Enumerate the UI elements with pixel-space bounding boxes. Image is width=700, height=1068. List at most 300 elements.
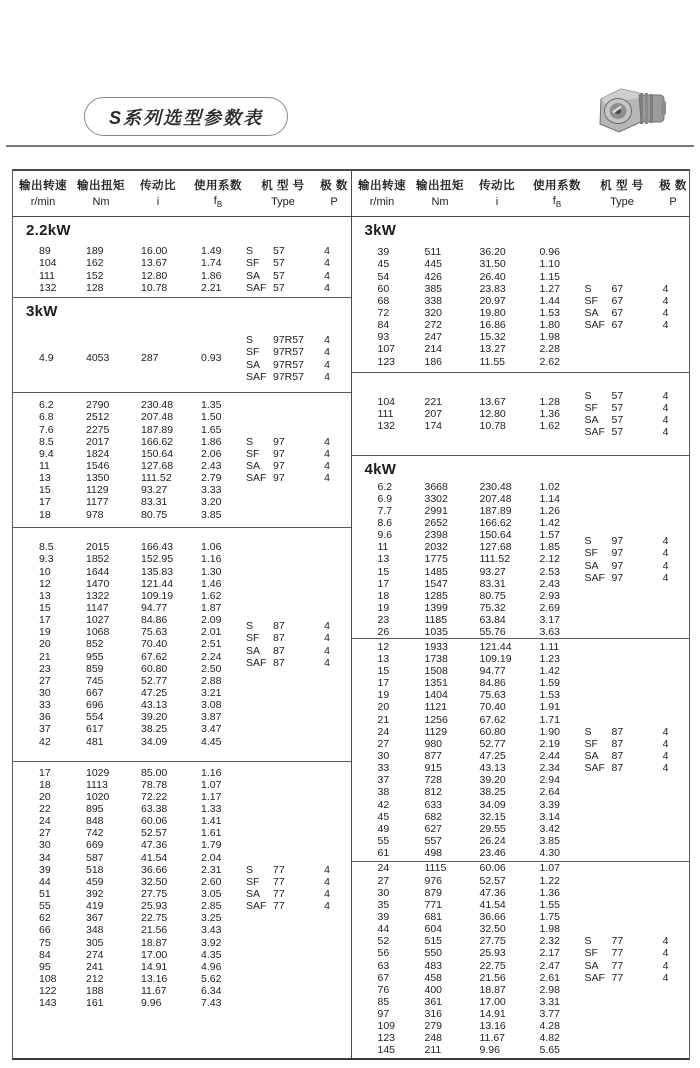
speed-cell: 54 <box>377 270 390 283</box>
torque-cell: 633 <box>424 798 443 811</box>
service-factor-cell: 3.87 <box>201 711 222 724</box>
service-factor-cell: 3.42 <box>539 822 560 835</box>
speed-cell: 30 <box>39 839 51 852</box>
speed-cell: 72 <box>377 307 390 319</box>
torque-cell: 978 <box>86 508 104 521</box>
selection-parameter-table <box>12 169 690 1060</box>
torque-cell: 445 <box>424 258 443 271</box>
table-row <box>13 985 246 997</box>
torque-cell: 742 <box>86 827 104 840</box>
ratio-cell: 75.63 <box>141 626 168 639</box>
header-cn-label: 使用系数 <box>533 179 581 192</box>
model-prefix-cell: SAF <box>584 319 605 332</box>
speed-cell: 45 <box>377 810 390 823</box>
table-row <box>13 961 246 973</box>
speed-cell: 8.5 <box>39 435 54 448</box>
table-row <box>352 566 585 578</box>
speed-cell: 145 <box>377 1044 396 1057</box>
table-row <box>352 972 585 984</box>
speed-cell: 6.8 <box>39 411 54 424</box>
ratio-cell: 12.80 <box>141 269 168 282</box>
ratio-cell: 230.48 <box>141 399 174 412</box>
service-factor-cell: 4.45 <box>201 735 222 748</box>
service-factor-cell: 0.93 <box>201 352 222 365</box>
model-prefix-cell: SAF <box>246 370 267 383</box>
service-factor-cell: 3.08 <box>201 699 222 712</box>
service-factor-cell: 2.98 <box>539 983 560 996</box>
table-row <box>352 887 585 899</box>
model-row <box>585 319 678 331</box>
speed-cell: 37 <box>39 723 51 736</box>
ratio-cell: 121.44 <box>141 577 174 590</box>
service-factor-cell: 1.14 <box>539 492 560 505</box>
speed-cell: 42 <box>39 735 51 748</box>
table-row <box>13 448 246 460</box>
torque-cell: 1322 <box>86 589 110 602</box>
speed-cell: 49 <box>377 822 390 835</box>
ratio-cell: 78.78 <box>141 778 168 791</box>
speed-cell: 13 <box>377 553 390 566</box>
title-divider <box>6 145 694 147</box>
model-row <box>585 426 678 438</box>
ratio-cell: 22.75 <box>479 959 506 972</box>
ratio-cell: 36.66 <box>479 910 506 923</box>
ratings-section <box>13 242 351 298</box>
torque-cell: 1933 <box>424 640 448 653</box>
torque-cell: 2275 <box>86 423 110 436</box>
table-row <box>352 960 585 972</box>
table-row <box>13 602 246 614</box>
torque-cell: 1129 <box>86 484 109 497</box>
power-rating-label: 3kW <box>26 303 58 320</box>
model-row <box>246 371 339 383</box>
table-row <box>352 481 585 493</box>
service-factor-cell: 2.61 <box>539 971 560 984</box>
torque-cell: 211 <box>424 1044 442 1057</box>
torque-cell: 617 <box>86 723 104 736</box>
service-factor-cell: 1.79 <box>201 839 222 852</box>
speed-cell: 55 <box>39 900 51 913</box>
model-prefix-cell: SAF <box>246 472 267 485</box>
header-col-ratio <box>468 178 526 211</box>
speed-cell: 24 <box>377 862 390 875</box>
service-factor-cell: 1.53 <box>539 307 560 319</box>
pole-cell: 4 <box>324 472 330 485</box>
service-factor-cell: 2.88 <box>201 674 222 687</box>
speed-cell: 10 <box>39 565 51 578</box>
table-row <box>352 505 585 517</box>
pole-cell: 4 <box>324 863 330 876</box>
table-row <box>13 541 246 553</box>
speed-cell: 56 <box>377 947 390 960</box>
service-factor-cell: 1.02 <box>539 480 560 493</box>
service-factor-cell: 1.53 <box>539 689 560 702</box>
model-prefix-cell: SA <box>584 959 599 972</box>
model-types <box>246 393 351 527</box>
model-prefix-cell: S <box>246 863 254 876</box>
model-types <box>585 639 690 861</box>
service-factor-cell: 1.07 <box>201 778 222 791</box>
model-size-cell: 67 <box>611 282 624 295</box>
torque-cell: 1824 <box>86 447 110 460</box>
header-unit-label: P <box>669 195 677 208</box>
model-prefix-cell: SF <box>246 875 260 888</box>
ratio-cell: 32.50 <box>141 875 168 888</box>
pole-cell: 4 <box>662 282 669 295</box>
torque-cell: 1035 <box>424 626 448 639</box>
speed-cell: 22 <box>39 803 51 816</box>
ratio-cell: 34.09 <box>479 798 506 811</box>
pole-cell: 4 <box>324 257 330 270</box>
pole-cell: 4 <box>324 656 330 669</box>
table-row <box>13 723 246 735</box>
header-unit-label: i <box>495 195 499 208</box>
service-factor-cell: 3.05 <box>201 888 222 900</box>
ratings-section <box>352 242 690 373</box>
data-rows <box>352 481 585 638</box>
table-row <box>352 701 585 713</box>
model-prefix-cell: SF <box>246 447 260 460</box>
speed-cell: 12 <box>39 577 51 590</box>
pole-cell: 4 <box>662 725 669 738</box>
ratio-cell: 52.77 <box>479 737 506 750</box>
table-row <box>352 665 585 677</box>
ratio-cell: 150.64 <box>479 529 512 542</box>
pole-cell: 4 <box>662 426 669 439</box>
pole-cell: 4 <box>324 334 330 347</box>
table-row <box>352 911 585 923</box>
model-row <box>585 947 678 959</box>
table-row <box>13 626 246 638</box>
table-row <box>352 295 585 307</box>
header-cn-label: 传动比 <box>479 180 515 193</box>
torque-cell: 1644 <box>86 565 110 578</box>
ratio-cell: 207.48 <box>141 411 174 424</box>
model-prefix-cell: S <box>246 245 254 258</box>
ratio-cell: 11.55 <box>479 355 505 368</box>
ratio-cell: 152.95 <box>141 553 174 566</box>
header-unit-label: Nm <box>92 195 110 208</box>
data-rows <box>352 373 585 455</box>
model-types <box>585 862 690 1057</box>
torque-cell: 1029 <box>86 766 110 779</box>
table-row <box>13 590 246 602</box>
speed-cell: 26 <box>377 626 390 639</box>
torque-cell: 426 <box>424 270 443 283</box>
service-factor-cell: 1.42 <box>539 665 560 678</box>
torque-cell: 348 <box>86 924 104 937</box>
table-row <box>352 835 585 847</box>
service-factor-cell: 1.55 <box>539 898 560 911</box>
torque-cell: 771 <box>424 898 443 911</box>
ratio-cell: 43.13 <box>141 699 168 712</box>
model-prefix-cell: S <box>246 435 254 448</box>
model-size-cell: 97 <box>273 447 285 460</box>
speed-cell: 30 <box>377 750 390 762</box>
ratio-cell: 94.77 <box>141 602 168 614</box>
model-size-cell: 77 <box>273 875 285 888</box>
pole-cell: 4 <box>324 875 330 888</box>
table-row <box>13 578 246 590</box>
torque-cell: 338 <box>424 294 443 307</box>
speed-cell: 4.9 <box>39 352 54 365</box>
ratings-section <box>352 862 690 1057</box>
model-row <box>585 390 678 402</box>
service-factor-cell: 1.36 <box>539 886 560 899</box>
model-size-cell: 67 <box>611 307 624 319</box>
speed-cell: 15 <box>377 665 390 678</box>
torque-cell: 1115 <box>424 862 447 875</box>
model-row <box>585 547 678 559</box>
ratio-cell: 36.66 <box>141 863 168 876</box>
torque-cell: 241 <box>86 960 104 973</box>
ratio-cell: 23.83 <box>479 282 506 295</box>
table-row <box>13 779 246 791</box>
service-factor-cell: 1.75 <box>539 910 560 923</box>
ratings-block <box>13 325 351 392</box>
header-unit-label: Type <box>610 195 634 208</box>
table-row <box>352 626 585 638</box>
ratio-cell: 36.20 <box>479 246 506 259</box>
ratio-cell: 60.06 <box>479 862 506 875</box>
table-row <box>13 997 246 1009</box>
speed-cell: 19 <box>377 602 390 614</box>
ratio-cell: 83.31 <box>479 577 506 590</box>
model-row <box>585 535 678 547</box>
ratio-cell: 287 <box>141 352 159 365</box>
model-prefix-cell: SA <box>584 559 599 572</box>
service-factor-cell: 1.62 <box>201 589 222 602</box>
speed-cell: 34 <box>39 851 51 864</box>
torque-cell: 128 <box>86 281 104 294</box>
model-prefix-cell: SF <box>584 294 598 307</box>
model-size-cell: 87 <box>273 644 285 657</box>
speed-cell: 123 <box>377 1032 396 1045</box>
speed-cell: 45 <box>377 258 390 271</box>
service-factor-cell: 1.16 <box>201 766 222 779</box>
table-row <box>13 651 246 663</box>
ratings-section <box>13 762 351 1057</box>
model-prefix-cell: SA <box>584 414 599 426</box>
model-prefix-cell: SA <box>246 358 261 371</box>
torque-cell: 1852 <box>86 553 110 566</box>
ratio-cell: 41.54 <box>141 851 168 864</box>
speed-cell: 61 <box>377 847 390 860</box>
ratio-cell: 166.62 <box>141 435 174 448</box>
speed-cell: 109 <box>377 1020 396 1033</box>
speed-cell: 13 <box>39 472 51 485</box>
ratio-cell: 109.19 <box>479 652 512 665</box>
header-cn-label: 机 型 号 <box>600 180 644 193</box>
ratio-cell: 85.00 <box>141 766 168 779</box>
ratio-cell: 23.46 <box>479 847 506 860</box>
model-row <box>585 738 678 750</box>
service-factor-cell: 1.74 <box>201 257 222 270</box>
ratio-cell: 18.87 <box>141 936 168 949</box>
service-factor-cell: 2.62 <box>539 355 560 368</box>
torque-cell: 214 <box>424 343 443 356</box>
service-factor-cell: 4.82 <box>539 1032 560 1045</box>
torque-cell: 1404 <box>424 689 448 702</box>
model-prefix-cell: S <box>246 334 254 347</box>
table-row <box>13 876 246 888</box>
ratio-cell: 43.13 <box>479 762 506 775</box>
pole-cell: 4 <box>662 571 669 584</box>
ratio-cell: 13.27 <box>479 343 506 356</box>
service-factor-cell: 2.64 <box>539 786 560 799</box>
table-row <box>13 566 246 578</box>
header-unit-label: i <box>156 195 160 208</box>
service-factor-cell: 1.27 <box>539 282 560 295</box>
model-row <box>585 726 678 738</box>
ratio-cell: 72.22 <box>141 790 168 803</box>
ratings-block <box>352 862 690 1057</box>
table-row <box>352 343 585 355</box>
speed-cell: 108 <box>39 972 57 985</box>
torque-cell: 515 <box>424 935 443 948</box>
ratio-cell: 75.63 <box>479 689 506 702</box>
speed-cell: 104 <box>377 395 396 408</box>
ratio-cell: 150.64 <box>141 447 174 460</box>
service-factor-cell: 1.17 <box>201 790 222 803</box>
table-row <box>352 578 585 590</box>
data-rows <box>13 393 246 527</box>
torque-cell: 554 <box>86 711 104 724</box>
ratio-cell: 52.57 <box>479 874 506 887</box>
speed-cell: 21 <box>377 713 390 726</box>
ratio-cell: 10.78 <box>479 420 506 433</box>
service-factor-cell: 3.39 <box>539 798 560 811</box>
pole-cell: 4 <box>324 358 330 371</box>
pole-cell: 4 <box>662 294 669 307</box>
torque-cell: 2017 <box>86 435 110 448</box>
model-prefix-cell: SA <box>584 307 599 319</box>
speed-cell: 27 <box>377 737 390 750</box>
table-row <box>13 282 246 294</box>
table-header <box>13 171 689 217</box>
speed-cell: 24 <box>39 815 51 828</box>
torque-cell: 1129 <box>424 725 448 738</box>
service-factor-cell: 2.44 <box>539 750 560 762</box>
model-types <box>246 325 351 392</box>
table-row <box>13 687 246 699</box>
ratio-cell: 67.62 <box>141 650 168 663</box>
service-factor-cell: 1.98 <box>539 331 560 344</box>
torque-cell: 3302 <box>424 492 448 505</box>
ratio-cell: 67.62 <box>479 713 506 726</box>
service-factor-cell: 1.06 <box>201 541 222 554</box>
ratio-cell: 21.56 <box>479 971 506 984</box>
service-factor-cell: 1.87 <box>201 602 222 614</box>
header-cn-label: 输出转速 <box>19 180 67 193</box>
speed-cell: 39 <box>377 246 390 259</box>
ratio-cell: 17.00 <box>479 995 506 1008</box>
ratio-cell: 70.40 <box>479 701 506 714</box>
model-prefix-cell: SA <box>246 888 261 900</box>
table-row <box>352 641 585 653</box>
model-types <box>246 528 351 761</box>
speed-cell: 84 <box>377 319 390 332</box>
header-cn-label: 使用系数 <box>194 179 242 192</box>
speed-cell: 111 <box>39 269 55 282</box>
pole-cell: 4 <box>662 547 669 560</box>
model-types <box>246 242 351 297</box>
torque-cell: 2512 <box>86 411 110 424</box>
service-factor-cell: 1.49 <box>201 245 222 258</box>
header-col-type <box>588 178 656 211</box>
service-factor-cell: 4.28 <box>539 1020 560 1033</box>
service-factor-cell: 3.14 <box>539 810 560 823</box>
service-factor-cell: 1.61 <box>201 827 222 840</box>
model-prefix-cell: SF <box>584 737 598 750</box>
table-row <box>352 331 585 343</box>
torque-cell: 976 <box>424 874 443 887</box>
torque-cell: 1121 <box>424 701 448 714</box>
ratio-cell: 38.25 <box>479 786 506 799</box>
model-row <box>585 960 678 972</box>
model-size-cell: 77 <box>273 900 285 913</box>
table-row <box>13 257 246 269</box>
table-row <box>352 420 585 432</box>
service-factor-cell: 2.17 <box>539 947 560 960</box>
table-row <box>352 677 585 689</box>
ratio-cell: 111.52 <box>141 472 172 485</box>
speed-cell: 9.4 <box>39 447 54 460</box>
ratio-cell: 32.50 <box>479 923 506 936</box>
model-prefix-cell: SAF <box>246 281 267 294</box>
model-prefix-cell: S <box>584 725 592 738</box>
data-rows <box>13 242 246 297</box>
speed-cell: 104 <box>39 257 57 270</box>
torque-cell: 458 <box>424 971 443 984</box>
table-row <box>13 949 246 961</box>
torque-cell: 188 <box>86 985 104 998</box>
torque-cell: 955 <box>86 650 104 663</box>
service-factor-cell: 2.01 <box>201 626 222 639</box>
model-size-cell: 97R57 <box>273 334 304 347</box>
model-size-cell: 67 <box>611 294 624 307</box>
pole-cell: 4 <box>662 959 669 972</box>
table-row <box>352 823 585 835</box>
table-row <box>13 973 246 985</box>
table-row <box>13 352 246 364</box>
torque-cell: 1399 <box>424 602 448 614</box>
service-factor-cell: 2.09 <box>201 614 222 627</box>
service-factor-cell: 1.41 <box>201 815 222 828</box>
model-size-cell: 57 <box>611 389 624 402</box>
ratio-cell: 20.97 <box>479 294 506 307</box>
ratio-cell: 63.38 <box>141 803 168 816</box>
torque-cell: 247 <box>424 331 443 344</box>
table-row <box>13 815 246 827</box>
table-row <box>13 791 246 803</box>
torque-cell: 1020 <box>86 790 110 803</box>
service-factor-cell: 2.32 <box>539 935 560 948</box>
speed-cell: 111 <box>377 407 394 420</box>
ratio-cell: 75.32 <box>479 602 506 614</box>
pole-cell: 4 <box>662 737 669 750</box>
service-factor-cell: 2.21 <box>201 281 222 294</box>
speed-cell: 55 <box>377 834 390 847</box>
model-row <box>246 282 339 294</box>
speed-cell: 15 <box>39 602 51 614</box>
table-row <box>352 602 585 614</box>
speed-cell: 18 <box>39 778 51 791</box>
model-size-cell: 77 <box>273 888 285 900</box>
model-size-cell: 87 <box>273 620 285 633</box>
ratio-cell: 19.80 <box>479 307 506 319</box>
model-row <box>246 334 339 346</box>
